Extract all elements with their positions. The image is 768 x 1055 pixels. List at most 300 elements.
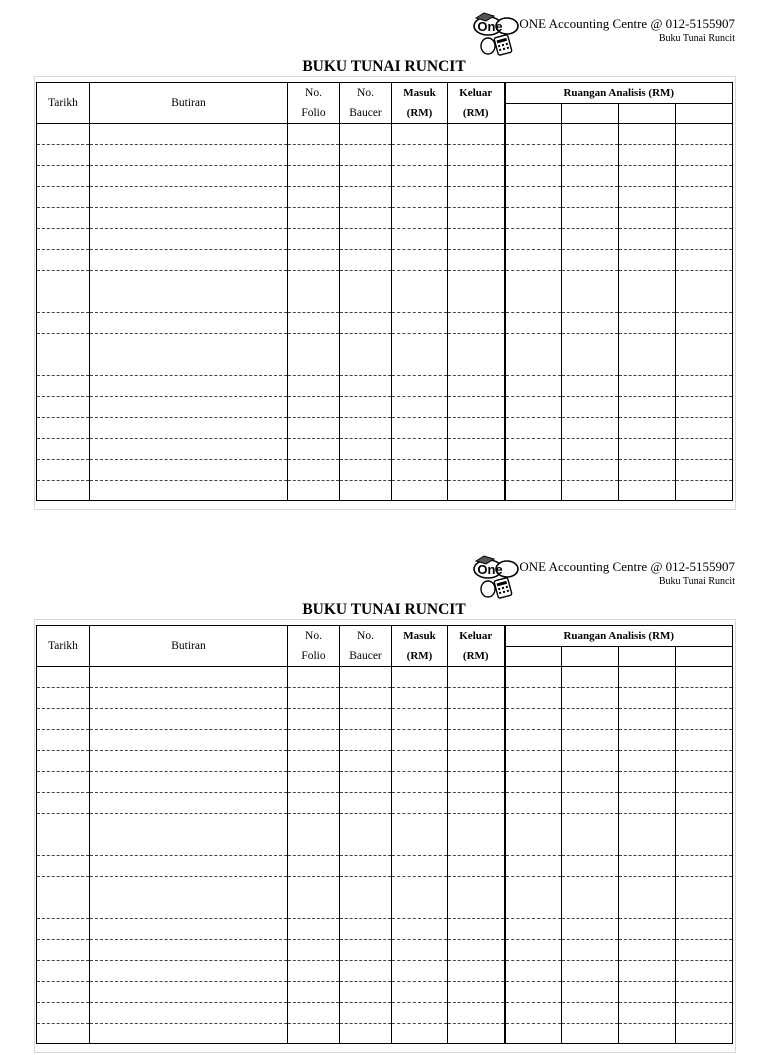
cell-analisis-2	[562, 229, 619, 250]
cell-analisis-2	[562, 919, 619, 940]
cell-tarikh	[37, 397, 90, 418]
form-subtitle: Buku Tunai Runcit	[658, 33, 735, 44]
cell-butiran	[90, 208, 288, 229]
cell-tarikh	[37, 271, 90, 313]
cell-folio	[288, 250, 340, 271]
cell-analisis-3	[619, 877, 676, 919]
cell-baucer	[340, 124, 392, 145]
cell-analisis-2	[562, 166, 619, 187]
cell-analisis-4	[676, 418, 733, 439]
cell-analisis-3	[619, 793, 676, 814]
cell-baucer	[340, 271, 392, 313]
analisis-col-1	[505, 104, 562, 124]
cell-baucer	[340, 376, 392, 397]
cell-analisis-2	[562, 961, 619, 982]
cell-baucer	[340, 919, 392, 940]
cell-analisis-3	[619, 250, 676, 271]
cell-masuk	[392, 667, 448, 688]
cell-analisis-3	[619, 376, 676, 397]
cell-analisis-3	[619, 397, 676, 418]
table-row	[37, 313, 733, 334]
cell-butiran	[90, 418, 288, 439]
cell-keluar	[448, 667, 505, 688]
cell-analisis-3	[619, 313, 676, 334]
cell-analisis-1	[505, 1024, 562, 1044]
cell-butiran	[90, 793, 288, 814]
cell-masuk	[392, 961, 448, 982]
cell-analisis-4	[676, 271, 733, 313]
cell-baucer	[340, 439, 392, 460]
cell-masuk	[392, 856, 448, 877]
cell-masuk	[392, 145, 448, 166]
cell-analisis-2	[562, 772, 619, 793]
cell-analisis-4	[676, 166, 733, 187]
cell-butiran	[90, 751, 288, 772]
ledger-body	[37, 667, 733, 1044]
table-row	[37, 982, 733, 1003]
cell-folio	[288, 145, 340, 166]
cell-analisis-3	[619, 145, 676, 166]
analisis-col-4	[676, 104, 733, 124]
cell-masuk	[392, 940, 448, 961]
cell-baucer	[340, 145, 392, 166]
cell-keluar	[448, 940, 505, 961]
cell-analisis-1	[505, 730, 562, 751]
cell-analisis-1	[505, 919, 562, 940]
cell-tarikh	[37, 313, 90, 334]
cell-butiran	[90, 460, 288, 481]
cell-tarikh	[37, 982, 90, 1003]
cell-analisis-3	[619, 1003, 676, 1024]
cell-analisis-3	[619, 418, 676, 439]
cell-tarikh	[37, 418, 90, 439]
cell-keluar	[448, 271, 505, 313]
cell-tarikh	[37, 460, 90, 481]
form-title: BUKU TUNAI RUNCIT	[302, 601, 466, 618]
cell-analisis-4	[676, 250, 733, 271]
cell-folio	[288, 460, 340, 481]
cell-baucer	[340, 334, 392, 376]
ledger-form-1	[0, 0, 768, 512]
cell-masuk	[392, 334, 448, 376]
table-row	[37, 667, 733, 688]
cell-analisis-4	[676, 730, 733, 751]
cell-masuk	[392, 397, 448, 418]
cell-analisis-3	[619, 730, 676, 751]
cell-analisis-2	[562, 124, 619, 145]
col-header-baucer-2: Baucer	[340, 104, 392, 124]
cell-keluar	[448, 376, 505, 397]
cell-analisis-4	[676, 229, 733, 250]
cell-folio	[288, 856, 340, 877]
col-header-folio-2: Folio	[288, 647, 340, 667]
cell-folio	[288, 418, 340, 439]
cell-butiran	[90, 919, 288, 940]
cell-butiran	[90, 1003, 288, 1024]
cell-analisis-4	[676, 772, 733, 793]
cell-keluar	[448, 709, 505, 730]
cell-analisis-4	[676, 124, 733, 145]
cell-analisis-3	[619, 940, 676, 961]
cell-baucer	[340, 856, 392, 877]
table-row	[37, 856, 733, 877]
company-name: ONE Accounting Centre @ 012-5155907	[519, 16, 735, 31]
analisis-col-3	[619, 647, 676, 667]
cell-analisis-3	[619, 772, 676, 793]
cell-keluar	[448, 1024, 505, 1044]
cell-masuk	[392, 271, 448, 313]
table-row	[37, 418, 733, 439]
cell-keluar	[448, 460, 505, 481]
cell-tarikh	[37, 751, 90, 772]
cell-analisis-3	[619, 229, 676, 250]
col-header-baucer-1: No.	[340, 626, 392, 647]
table-row	[37, 877, 733, 919]
cell-analisis-1	[505, 313, 562, 334]
col-header-analisis: Ruangan Analisis (RM)	[505, 626, 733, 647]
cell-keluar	[448, 751, 505, 772]
cell-analisis-2	[562, 1024, 619, 1044]
cell-folio	[288, 124, 340, 145]
cell-butiran	[90, 481, 288, 501]
cell-butiran	[90, 124, 288, 145]
cell-analisis-4	[676, 751, 733, 772]
cell-masuk	[392, 793, 448, 814]
cell-keluar	[448, 397, 505, 418]
cell-analisis-3	[619, 709, 676, 730]
cell-analisis-2	[562, 187, 619, 208]
cell-analisis-3	[619, 982, 676, 1003]
cell-butiran	[90, 709, 288, 730]
cell-keluar	[448, 688, 505, 709]
cell-analisis-1	[505, 667, 562, 688]
cell-analisis-2	[562, 730, 619, 751]
col-header-masuk-1: Masuk	[392, 626, 448, 647]
cell-folio	[288, 877, 340, 919]
col-header-butiran: Butiran	[90, 83, 288, 124]
cell-butiran	[90, 940, 288, 961]
cell-baucer	[340, 481, 392, 501]
cell-tarikh	[37, 187, 90, 208]
cell-analisis-2	[562, 709, 619, 730]
cell-folio	[288, 397, 340, 418]
cell-analisis-3	[619, 187, 676, 208]
col-header-keluar-2: (RM)	[448, 647, 505, 667]
cell-analisis-1	[505, 187, 562, 208]
cell-folio	[288, 688, 340, 709]
ledger-form-2	[0, 543, 768, 1055]
cell-tarikh	[37, 1024, 90, 1044]
cell-folio	[288, 772, 340, 793]
cell-butiran	[90, 229, 288, 250]
cell-butiran	[90, 1024, 288, 1044]
cell-tarikh	[37, 688, 90, 709]
cell-analisis-1	[505, 688, 562, 709]
cell-baucer	[340, 1024, 392, 1044]
cell-tarikh	[37, 667, 90, 688]
analisis-col-4	[676, 647, 733, 667]
cell-analisis-4	[676, 940, 733, 961]
cell-analisis-3	[619, 334, 676, 376]
cell-analisis-2	[562, 1003, 619, 1024]
cell-baucer	[340, 229, 392, 250]
cell-analisis-2	[562, 940, 619, 961]
cell-baucer	[340, 460, 392, 481]
table-row	[37, 229, 733, 250]
analisis-col-2	[562, 104, 619, 124]
cell-folio	[288, 982, 340, 1003]
cell-folio	[288, 940, 340, 961]
cell-analisis-2	[562, 751, 619, 772]
one-logo-icon	[470, 10, 520, 56]
cell-analisis-2	[562, 145, 619, 166]
form-title: BUKU TUNAI RUNCIT	[302, 58, 466, 75]
table-row	[37, 208, 733, 229]
cell-analisis-2	[562, 376, 619, 397]
cell-analisis-2	[562, 397, 619, 418]
cell-analisis-4	[676, 688, 733, 709]
cell-tarikh	[37, 208, 90, 229]
cell-analisis-1	[505, 145, 562, 166]
cell-tarikh	[37, 856, 90, 877]
cell-tarikh	[37, 229, 90, 250]
table-row	[37, 439, 733, 460]
cell-analisis-3	[619, 460, 676, 481]
col-header-keluar-2: (RM)	[448, 104, 505, 124]
col-header-tarikh: Tarikh	[37, 626, 90, 667]
cell-folio	[288, 481, 340, 501]
cell-analisis-4	[676, 145, 733, 166]
cell-analisis-1	[505, 751, 562, 772]
cell-baucer	[340, 250, 392, 271]
cell-keluar	[448, 187, 505, 208]
cell-baucer	[340, 187, 392, 208]
cell-masuk	[392, 730, 448, 751]
cell-baucer	[340, 982, 392, 1003]
cell-masuk	[392, 688, 448, 709]
cell-tarikh	[37, 772, 90, 793]
cell-keluar	[448, 418, 505, 439]
table-row	[37, 961, 733, 982]
cell-butiran	[90, 877, 288, 919]
cell-analisis-2	[562, 856, 619, 877]
cell-analisis-4	[676, 709, 733, 730]
cell-keluar	[448, 439, 505, 460]
table-row	[37, 334, 733, 376]
cell-folio	[288, 919, 340, 940]
cell-masuk	[392, 1003, 448, 1024]
cell-keluar	[448, 334, 505, 376]
cell-baucer	[340, 166, 392, 187]
cell-baucer	[340, 667, 392, 688]
cell-analisis-3	[619, 271, 676, 313]
cell-folio	[288, 709, 340, 730]
cell-butiran	[90, 334, 288, 376]
cell-masuk	[392, 877, 448, 919]
cell-analisis-4	[676, 439, 733, 460]
table-row	[37, 271, 733, 313]
cell-analisis-4	[676, 376, 733, 397]
cell-keluar	[448, 166, 505, 187]
cell-analisis-4	[676, 334, 733, 376]
table-row	[37, 730, 733, 751]
cell-baucer	[340, 961, 392, 982]
cell-butiran	[90, 856, 288, 877]
cell-analisis-4	[676, 397, 733, 418]
cell-keluar	[448, 730, 505, 751]
cell-butiran	[90, 439, 288, 460]
table-row	[37, 1003, 733, 1024]
cell-analisis-2	[562, 250, 619, 271]
cell-analisis-4	[676, 961, 733, 982]
ledger-table	[36, 625, 733, 1044]
cell-analisis-1	[505, 124, 562, 145]
cell-masuk	[392, 982, 448, 1003]
cell-analisis-3	[619, 751, 676, 772]
cell-masuk	[392, 814, 448, 856]
cell-analisis-2	[562, 313, 619, 334]
cell-analisis-1	[505, 250, 562, 271]
cell-tarikh	[37, 730, 90, 751]
col-header-keluar-1: Keluar	[448, 626, 505, 647]
one-logo-icon	[470, 553, 520, 599]
cell-analisis-1	[505, 376, 562, 397]
cell-baucer	[340, 772, 392, 793]
cell-analisis-4	[676, 1024, 733, 1044]
cell-tarikh	[37, 481, 90, 501]
col-header-analisis: Ruangan Analisis (RM)	[505, 83, 733, 104]
cell-analisis-2	[562, 208, 619, 229]
cell-baucer	[340, 313, 392, 334]
cell-analisis-1	[505, 460, 562, 481]
cell-folio	[288, 187, 340, 208]
cell-analisis-3	[619, 1024, 676, 1044]
cell-keluar	[448, 877, 505, 919]
cell-tarikh	[37, 709, 90, 730]
col-header-folio-1: No.	[288, 83, 340, 104]
cell-tarikh	[37, 376, 90, 397]
table-row	[37, 919, 733, 940]
cell-tarikh	[37, 124, 90, 145]
cell-analisis-4	[676, 877, 733, 919]
col-header-masuk-2: (RM)	[392, 647, 448, 667]
cell-masuk	[392, 1024, 448, 1044]
cell-tarikh	[37, 793, 90, 814]
cell-analisis-3	[619, 208, 676, 229]
cell-baucer	[340, 709, 392, 730]
table-row	[37, 145, 733, 166]
cell-masuk	[392, 376, 448, 397]
cell-baucer	[340, 793, 392, 814]
cell-analisis-2	[562, 667, 619, 688]
table-row	[37, 460, 733, 481]
cell-analisis-1	[505, 271, 562, 313]
table-row	[37, 187, 733, 208]
cell-butiran	[90, 376, 288, 397]
cell-analisis-3	[619, 481, 676, 501]
cell-analisis-2	[562, 481, 619, 501]
cell-butiran	[90, 814, 288, 856]
cell-butiran	[90, 145, 288, 166]
cell-analisis-2	[562, 688, 619, 709]
cell-analisis-2	[562, 814, 619, 856]
table-row	[37, 751, 733, 772]
cell-analisis-3	[619, 961, 676, 982]
cell-analisis-4	[676, 460, 733, 481]
cell-butiran	[90, 397, 288, 418]
cell-analisis-2	[562, 439, 619, 460]
col-header-keluar-1: Keluar	[448, 83, 505, 104]
cell-analisis-1	[505, 418, 562, 439]
cell-analisis-4	[676, 982, 733, 1003]
cell-tarikh	[37, 940, 90, 961]
cell-baucer	[340, 397, 392, 418]
logo-text: One	[477, 562, 503, 577]
cell-keluar	[448, 208, 505, 229]
cell-tarikh	[37, 919, 90, 940]
cell-keluar	[448, 919, 505, 940]
cell-analisis-1	[505, 961, 562, 982]
cell-butiran	[90, 688, 288, 709]
cell-keluar	[448, 856, 505, 877]
cell-butiran	[90, 961, 288, 982]
cell-baucer	[340, 877, 392, 919]
cell-baucer	[340, 688, 392, 709]
cell-analisis-1	[505, 229, 562, 250]
cell-masuk	[392, 919, 448, 940]
table-row	[37, 814, 733, 856]
cell-analisis-1	[505, 334, 562, 376]
cell-baucer	[340, 730, 392, 751]
cell-butiran	[90, 166, 288, 187]
cell-analisis-3	[619, 166, 676, 187]
cell-masuk	[392, 481, 448, 501]
analisis-col-1	[505, 647, 562, 667]
cell-tarikh	[37, 877, 90, 919]
cell-analisis-1	[505, 772, 562, 793]
cell-butiran	[90, 250, 288, 271]
table-row	[37, 481, 733, 501]
cell-analisis-1	[505, 709, 562, 730]
col-header-masuk-2: (RM)	[392, 104, 448, 124]
cell-analisis-1	[505, 1003, 562, 1024]
cell-baucer	[340, 814, 392, 856]
cell-butiran	[90, 313, 288, 334]
cell-keluar	[448, 145, 505, 166]
cell-analisis-2	[562, 418, 619, 439]
cell-folio	[288, 1024, 340, 1044]
cell-analisis-1	[505, 982, 562, 1003]
col-header-folio-2: Folio	[288, 104, 340, 124]
cell-analisis-4	[676, 187, 733, 208]
cell-masuk	[392, 751, 448, 772]
cell-folio	[288, 208, 340, 229]
cell-baucer	[340, 208, 392, 229]
cell-analisis-1	[505, 793, 562, 814]
cell-butiran	[90, 271, 288, 313]
cell-folio	[288, 961, 340, 982]
cell-analisis-3	[619, 439, 676, 460]
cell-folio	[288, 439, 340, 460]
cell-analisis-4	[676, 919, 733, 940]
cell-analisis-1	[505, 439, 562, 460]
cell-analisis-1	[505, 481, 562, 501]
cell-baucer	[340, 418, 392, 439]
cell-analisis-1	[505, 166, 562, 187]
cell-analisis-2	[562, 793, 619, 814]
cell-keluar	[448, 313, 505, 334]
cell-analisis-1	[505, 208, 562, 229]
